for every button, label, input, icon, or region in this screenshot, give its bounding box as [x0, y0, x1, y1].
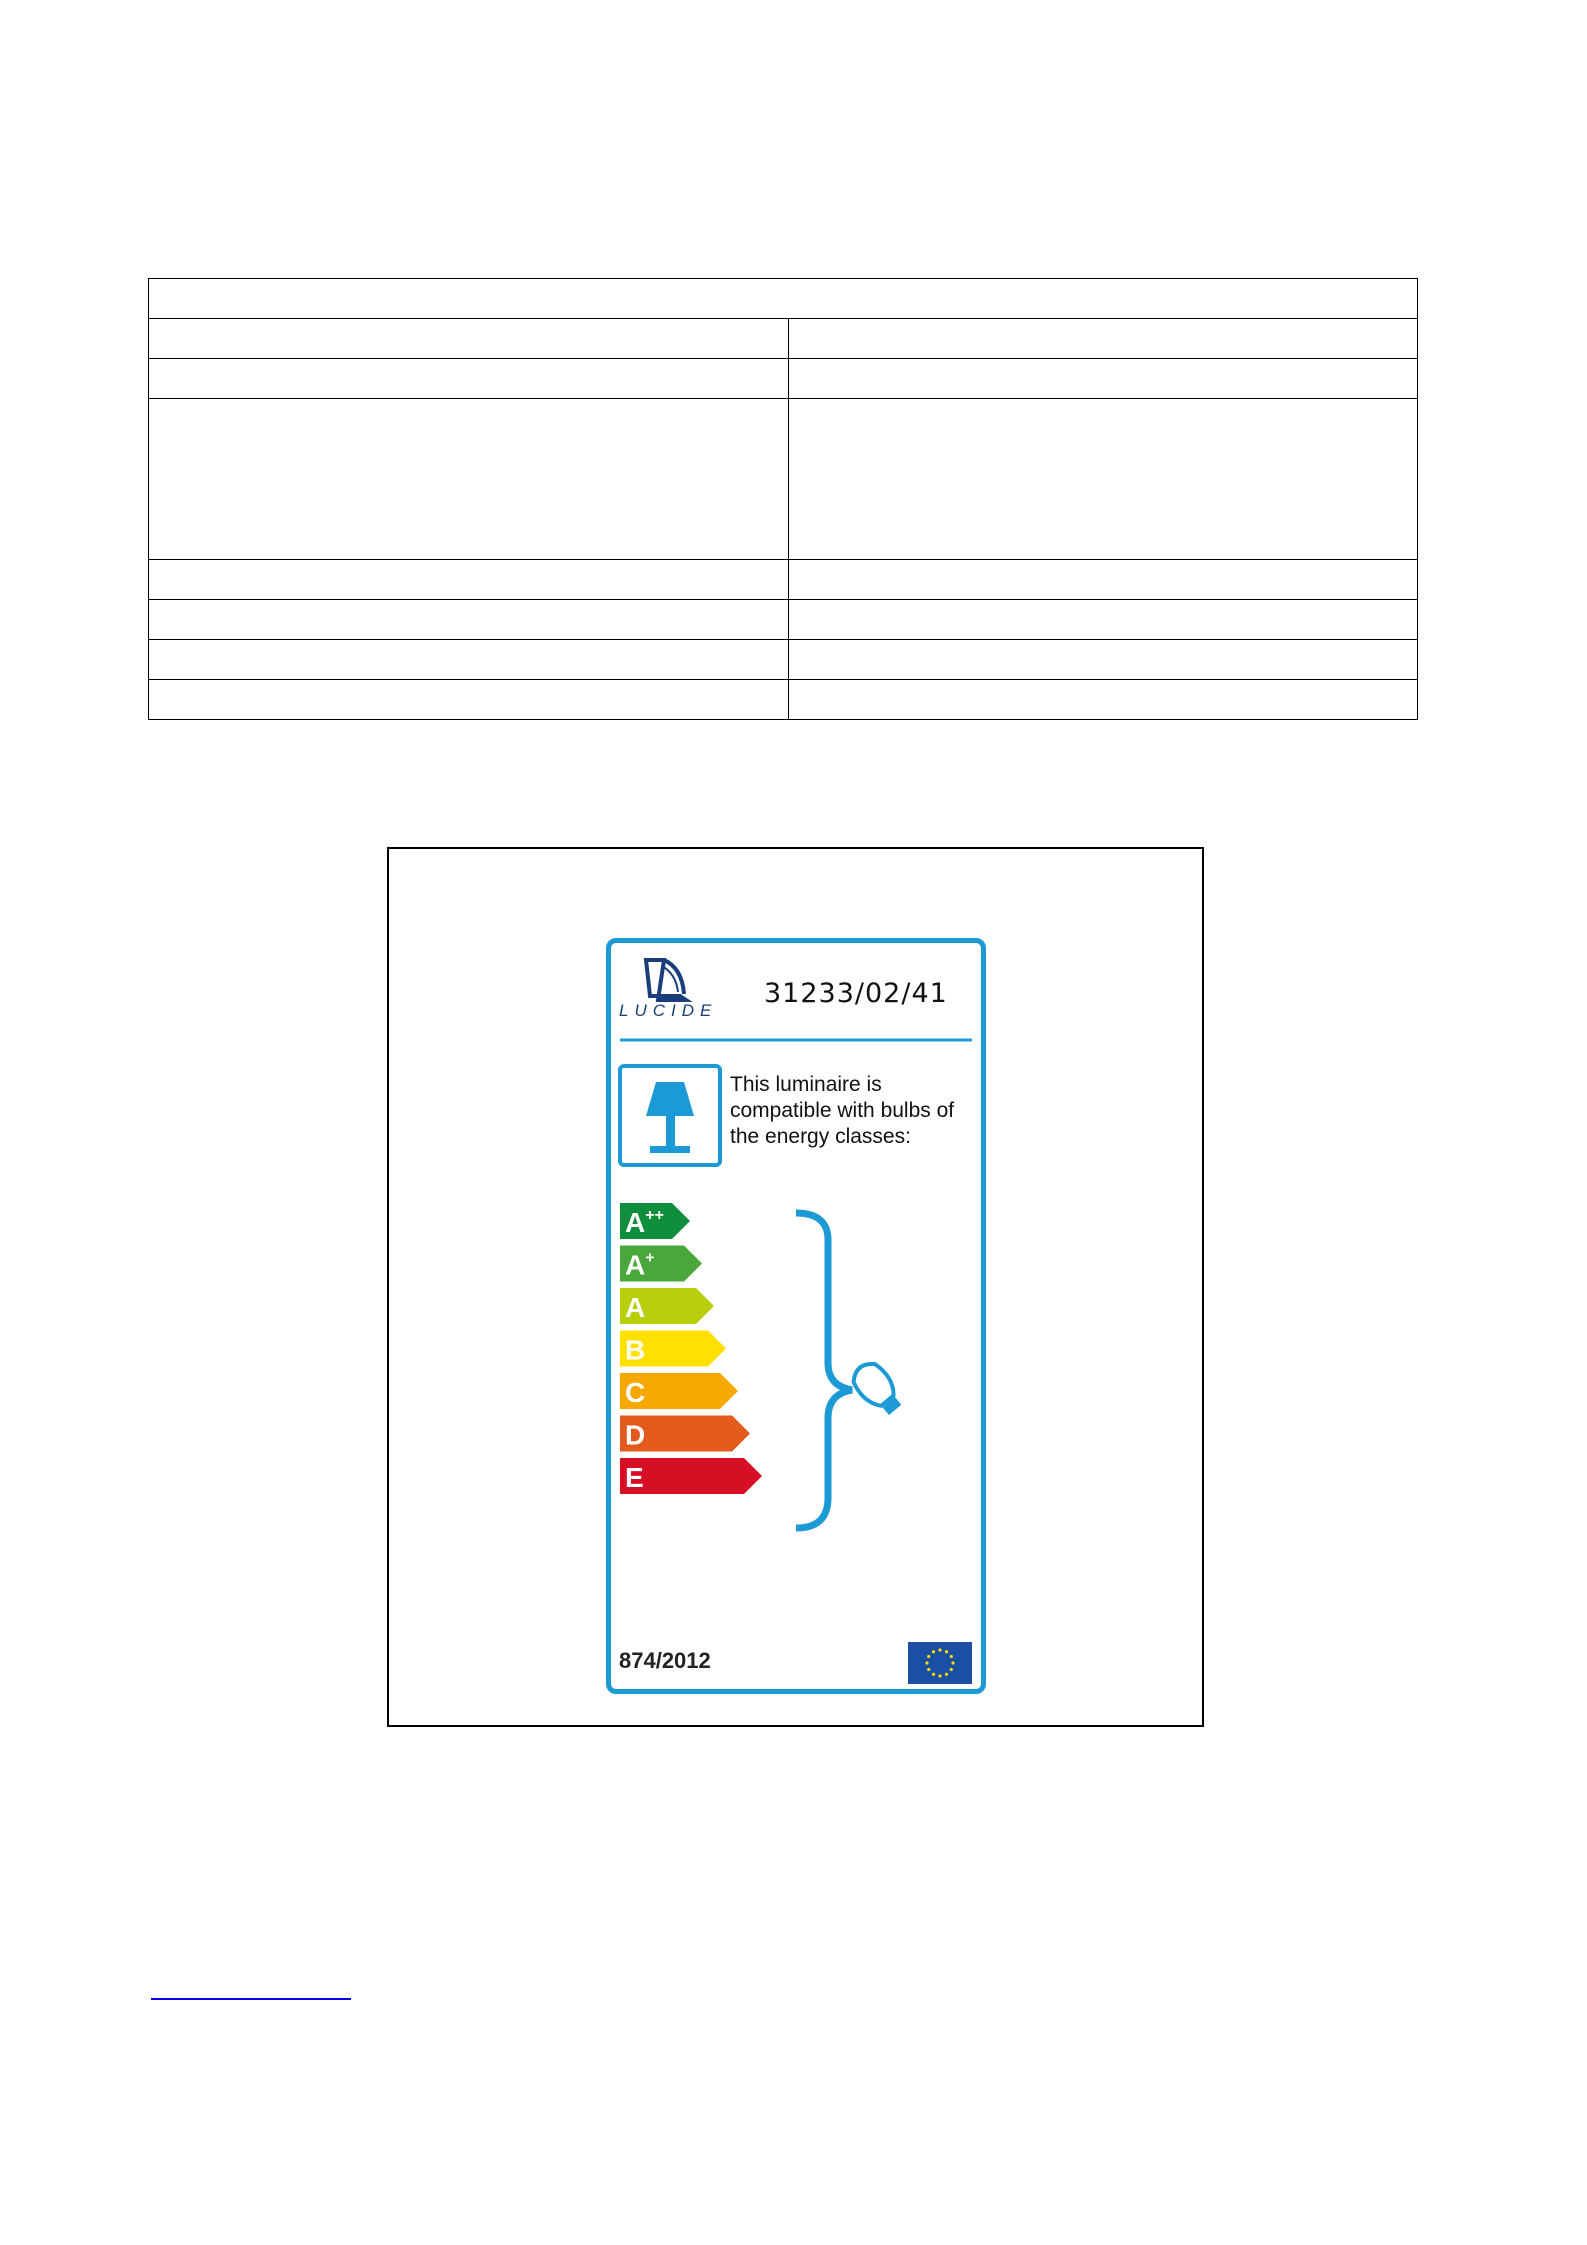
table-cell	[149, 680, 789, 720]
table-cell	[789, 640, 1418, 680]
table-row	[149, 399, 1418, 560]
eu-star	[925, 1661, 928, 1664]
eu-flag-icon	[908, 1642, 972, 1684]
table-row	[149, 680, 1418, 720]
curly-brace-icon	[796, 1213, 852, 1528]
eu-star	[932, 1650, 935, 1653]
table-cell	[149, 600, 789, 640]
light-bulb-icon	[848, 1357, 908, 1420]
table-cell	[789, 359, 1418, 399]
energy-class-aplus	[620, 1246, 702, 1282]
table-cell	[789, 680, 1418, 720]
eu-star	[932, 1673, 935, 1676]
energy-class-label: A+	[625, 1249, 655, 1281]
table-lamp-icon	[620, 1066, 720, 1165]
eu-star	[950, 1655, 953, 1658]
eu-star	[938, 1674, 941, 1677]
product-code: 31233/02/41	[764, 978, 948, 1009]
table-header-cell	[149, 279, 1418, 319]
table-cell	[149, 359, 789, 399]
eu-star	[945, 1650, 948, 1653]
energy-class-aplusplus	[620, 1203, 690, 1239]
table-cell	[149, 640, 789, 680]
table-cell	[149, 399, 789, 560]
eu-star	[927, 1668, 930, 1671]
eu-star	[950, 1668, 953, 1671]
eu-star	[927, 1655, 930, 1658]
energy-class-arrows	[620, 1203, 762, 1494]
table-cell	[149, 319, 789, 359]
energy-class-e	[620, 1458, 762, 1494]
energy-label-graphics	[606, 938, 986, 1694]
energy-class-label: D	[625, 1419, 646, 1451]
energy-class-label: A++	[625, 1207, 664, 1238]
energy-class-label: B	[625, 1334, 646, 1366]
regulation-number: 874/2012	[619, 1648, 711, 1673]
energy-class-d	[620, 1416, 750, 1452]
energy-class-label: C	[625, 1377, 646, 1408]
spec-table	[148, 278, 1418, 720]
table-row	[149, 560, 1418, 600]
lucide-logo-icon	[646, 960, 686, 1000]
brand-name: LUCIDE	[619, 1001, 718, 1020]
hyperlink[interactable]	[151, 1998, 351, 2000]
energy-class-label: A	[625, 1292, 646, 1323]
table-cell	[789, 319, 1418, 359]
compatibility-text: This luminaire is compatible with bulbs of the energy classes:	[730, 1073, 955, 1148]
table-header-row	[149, 279, 1418, 319]
energy-class-a	[620, 1288, 714, 1324]
table-cell	[789, 600, 1418, 640]
table-row	[149, 600, 1418, 640]
table-cell	[149, 560, 789, 600]
energy-class-b	[620, 1331, 726, 1367]
energy-class-label: E	[625, 1462, 644, 1493]
table-cell	[789, 560, 1418, 600]
table-row	[149, 640, 1418, 680]
table-cell	[789, 399, 1418, 560]
eu-star	[951, 1661, 954, 1664]
table-row	[149, 359, 1418, 399]
eu-star	[945, 1673, 948, 1676]
table-row	[149, 319, 1418, 359]
eu-star	[938, 1648, 941, 1651]
energy-class-c	[620, 1373, 738, 1409]
